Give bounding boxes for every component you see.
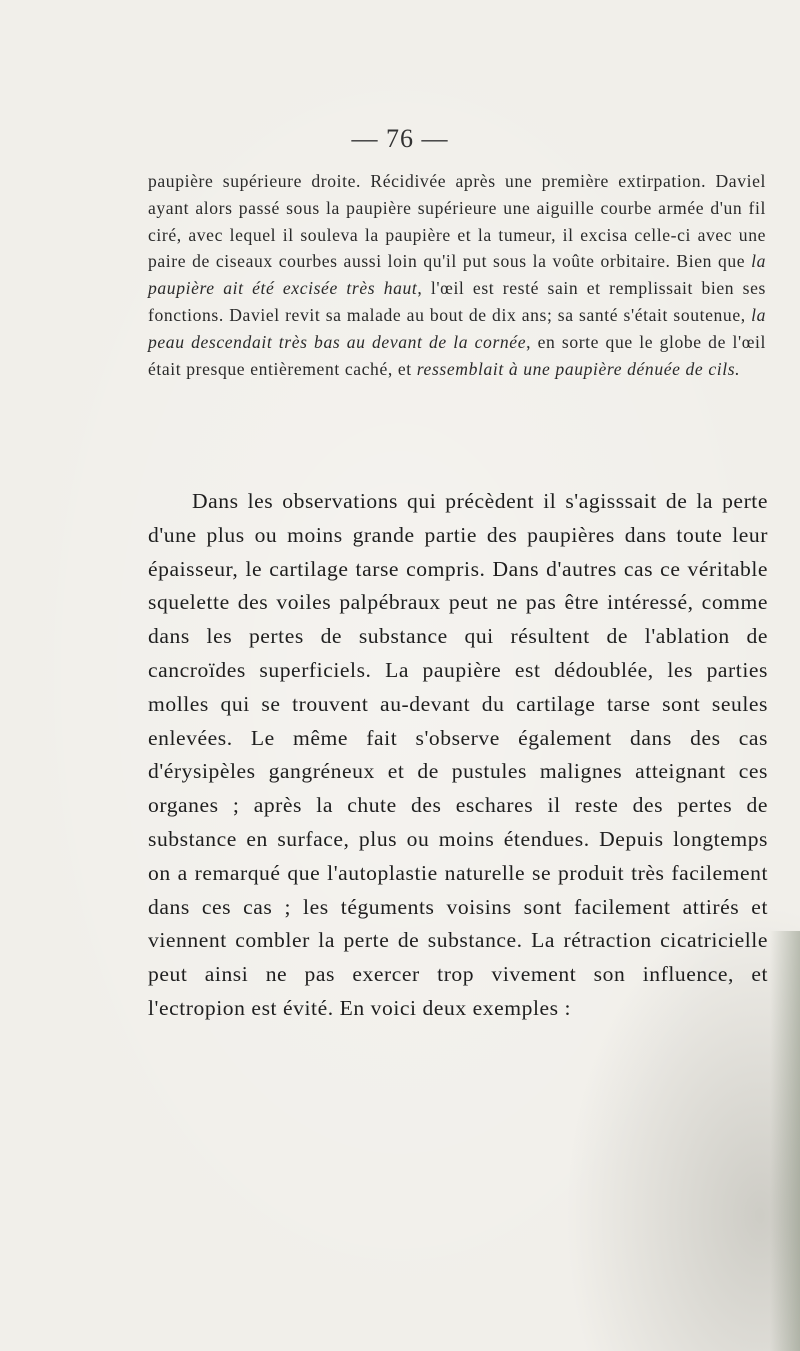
- paragraph-observation-end: [148, 168, 766, 382]
- p1-text-2-italic: la paupière ait été excisée très haut: [148, 251, 766, 299]
- p1-text-1: paupière supérieure droite. Récidivée après une première extirpation. Daviel ayant alors passé sous la paupière supérieure une aiguille courbe armée d'un fil ciré, avec lequel il souleva la paupière et la tumeur, il excisa celle-ci avec une paire de ciseaux courbes aussi loin qu'il put sous la voûte orbitaire. Bien que: [148, 171, 766, 272]
- p1-text-4-italic: la peau descendait très bas au devant de la cornée: [148, 304, 766, 352]
- p1-text-6-italic: ressemblait à une paupière dénuée de cils.: [416, 358, 741, 379]
- paragraph-main: [148, 485, 768, 1026]
- p2-text: Dans les observations qui précèdent il s'agisssait de la perte d'une plus ou moins grande partie des paupières dans toute leur épaisseur, le cartilage tarse compris. Dans d'autres cas ce véritable squelette des voiles palpébraux peut ne pas être intéressé, comme dans les pertes de substance qui résultent de l'ablation de cancroïdes superficiels. La paupière est dédoublée, les parties molles qui se trouvent au-devant du cartilage tarse sont seules enlevées. Le même fait s'observe également dans des cas d'érysipèles gangréneux et de pustules malignes atteignant ces organes ; après la chute des eschares il reste des pertes de substance en surface, plus ou moins étendues. Depuis longtemps on a remarqué que l'autoplastie naturelle se produit très facilement dans ces cas ; les téguments voisins sont facilement attirés et viennent combler la perte de substance. La rétraction cicatricielle peut ainsi ne pas exercer trop vivement son influence, et l'ectropion est évité. En voici deux exemples :: [148, 489, 768, 1020]
- p1-text-5: , en sorte que le globe de l'œil était presque entièrement caché, et: [148, 331, 766, 379]
- p1-text-3: , l'œil est resté sain et remplissait bien ses fonctions. Daviel revit sa malade au bout de dix ans; sa santé s'était soutenue,: [148, 278, 766, 325]
- page-edge-stain: [770, 931, 800, 1351]
- page-number: — 76 —: [351, 124, 449, 153]
